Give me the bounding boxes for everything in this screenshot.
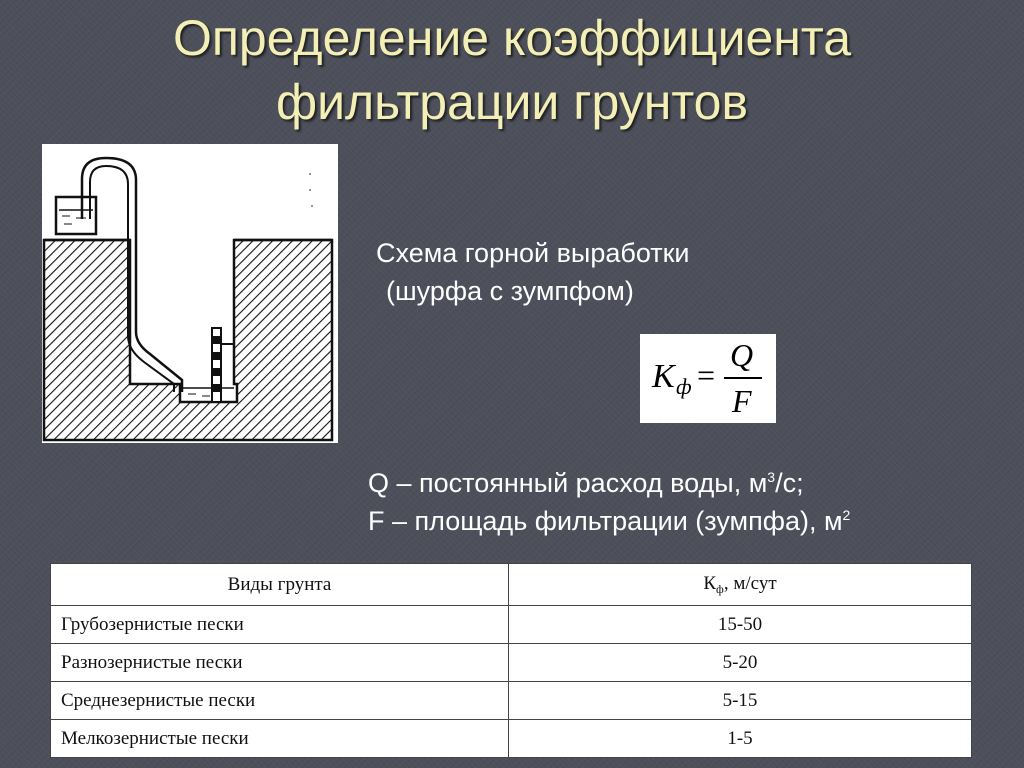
coefficient-cell: 1-5 (509, 720, 972, 758)
table-row (51, 720, 972, 758)
formula-equals: = (697, 357, 716, 393)
formula-drawing (640, 334, 776, 423)
formula-k-subscript: ф (676, 374, 692, 399)
slide-title (0, 6, 1024, 134)
soil-cell: Среднезернистые пески (51, 682, 509, 720)
soil-hatching (44, 240, 332, 440)
caption-line-2: (шурфа с зумпфом) (386, 276, 634, 306)
formula-denominator: F (732, 383, 752, 419)
coefficient-cell: 5-15 (509, 682, 972, 720)
coefficient-cell: 5-20 (509, 644, 972, 682)
table-row (51, 644, 972, 682)
slide-title-line-1: Определение коэффициента (172, 10, 852, 66)
table-header-row (51, 564, 972, 606)
header-soil-type: Виды грунта (51, 564, 509, 606)
slide-title-line-2: фильтрации грунтов (275, 74, 749, 130)
soil-cell: Мелкозернистые пески (51, 720, 509, 758)
pit-sump-drawing (42, 144, 338, 443)
header-coefficient (509, 564, 972, 606)
filtration-formula (640, 334, 776, 423)
legend-f-text: F – площадь фильтрации (зумпфа), м (368, 506, 843, 536)
formula-legend (368, 464, 850, 540)
formula-k: K (652, 358, 675, 395)
legend-q-text: Q – постоянный расход воды, м (368, 468, 768, 498)
filtration-coefficient-table (50, 563, 972, 758)
header-k-unit: , м/сут (723, 572, 777, 594)
legend-q (368, 464, 850, 502)
pit-sump-diagram (42, 144, 338, 443)
header-k-subscript: ф (716, 581, 724, 596)
legend-f-superscript: 2 (842, 507, 851, 523)
header-k: К (703, 572, 717, 594)
diagram-caption (376, 234, 690, 310)
legend-q-tail: /с; (775, 468, 804, 498)
legend-f (368, 502, 850, 540)
caption-line-1: Схема горной выработки (376, 238, 690, 268)
legend-q-superscript: 3 (767, 469, 776, 485)
formula-numerator: Q (730, 337, 754, 373)
soil-cell: Грубозернистые пески (51, 606, 509, 644)
soil-cell: Разнозернистые пески (51, 644, 509, 682)
table-row (51, 606, 972, 644)
table-row (51, 682, 972, 720)
coefficient-cell: 15-50 (509, 606, 972, 644)
